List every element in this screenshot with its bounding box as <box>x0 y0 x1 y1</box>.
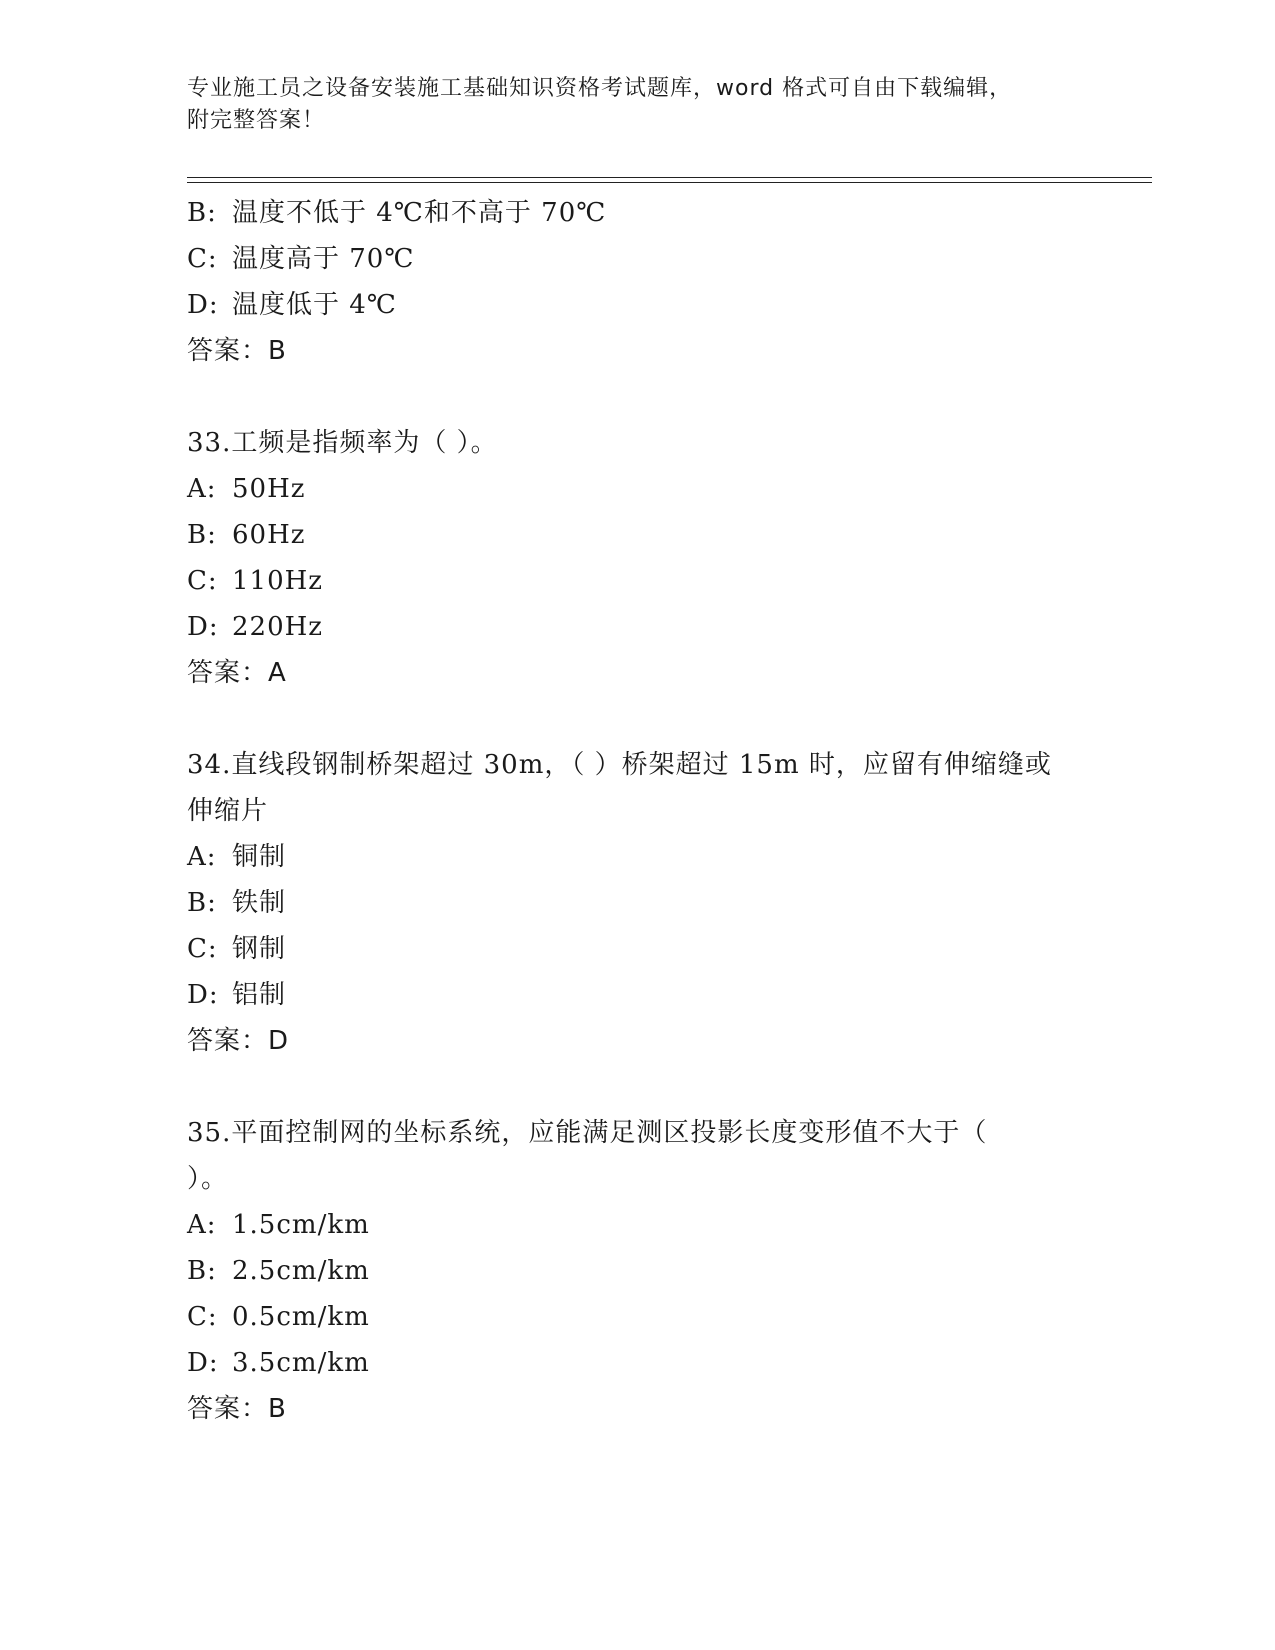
option-text: 温度不低于 4℃和不高于 70℃ <box>232 198 607 228</box>
option-letter: C: <box>187 1302 218 1332</box>
option-letter: D: <box>187 290 219 320</box>
option-letter: A: <box>187 474 217 504</box>
option-c <box>187 1294 1087 1340</box>
option-letter: D: <box>187 612 219 642</box>
answer-line: 答案：A <box>187 658 287 688</box>
option-text: 50Hz <box>232 474 306 504</box>
option-letter: C: <box>187 244 218 274</box>
option-text: 2.5cm/km <box>232 1256 370 1286</box>
spacer <box>187 374 1087 420</box>
option-text: 钢制 <box>232 934 287 964</box>
question-text-continued: 伸缩片 <box>187 796 269 826</box>
header-line-1: 专业施工员之设备安装施工基础知识资格考试题库，word 格式可自由下载编辑， <box>187 76 1013 101</box>
option-text: 铝制 <box>232 980 287 1010</box>
option-text: 铜制 <box>232 842 287 872</box>
option-text: 温度低于 4℃ <box>232 290 397 320</box>
option-text: 60Hz <box>232 520 306 550</box>
option-letter: B: <box>187 1256 217 1286</box>
option-text: 110Hz <box>232 566 323 596</box>
option-letter: B: <box>187 888 217 918</box>
option-d <box>187 282 1087 328</box>
option-letter: B: <box>187 198 217 228</box>
answer-line: 答案：B <box>187 336 287 366</box>
option-a <box>187 834 1087 880</box>
answer-line: 答案：D <box>187 1026 290 1056</box>
header-line-2: 附完整答案！ <box>187 108 326 133</box>
option-b <box>187 190 1087 236</box>
option-c <box>187 236 1087 282</box>
option-c <box>187 558 1087 604</box>
option-b <box>187 512 1087 558</box>
answer-line: 答案：B <box>187 1394 287 1424</box>
option-b <box>187 1248 1087 1294</box>
question-text: 34.直线段钢制桥架超过 30m，（ ）桥架超过 15m 时，应留有伸缩缝或 <box>187 750 1052 780</box>
option-text: 3.5cm/km <box>232 1348 370 1378</box>
option-text: 温度高于 70℃ <box>232 244 415 274</box>
question-text-continued: ）。 <box>187 1164 229 1194</box>
option-b <box>187 880 1087 926</box>
option-a <box>187 1202 1087 1248</box>
option-d <box>187 1340 1087 1386</box>
header-rule-top <box>187 177 1152 178</box>
option-c <box>187 926 1087 972</box>
spacer <box>187 696 1087 742</box>
question-text: 33.工频是指频率为（ ）。 <box>187 428 498 458</box>
option-a <box>187 466 1087 512</box>
question-list <box>187 190 1087 1432</box>
question-text: 35.平面控制网的坐标系统，应能满足测区投影长度变形值不大于（ <box>187 1118 988 1148</box>
option-letter: D: <box>187 980 219 1010</box>
option-text: 220Hz <box>232 612 323 642</box>
question-block-33 <box>187 420 1087 696</box>
spacer <box>187 1064 1087 1110</box>
question-block-34 <box>187 742 1087 1064</box>
option-text: 0.5cm/km <box>232 1302 370 1332</box>
option-letter: C: <box>187 934 218 964</box>
option-text: 1.5cm/km <box>232 1210 370 1240</box>
option-letter: A: <box>187 1210 217 1240</box>
question-block-35 <box>187 1110 1087 1432</box>
option-letter: A: <box>187 842 217 872</box>
document-header <box>187 73 1067 137</box>
option-letter: B: <box>187 520 217 550</box>
option-letter: D: <box>187 1348 219 1378</box>
option-d <box>187 972 1087 1018</box>
header-rule-bottom <box>187 182 1152 183</box>
option-letter: C: <box>187 566 218 596</box>
option-text: 铁制 <box>232 888 287 918</box>
question-block-32 <box>187 190 1087 374</box>
option-d <box>187 604 1087 650</box>
